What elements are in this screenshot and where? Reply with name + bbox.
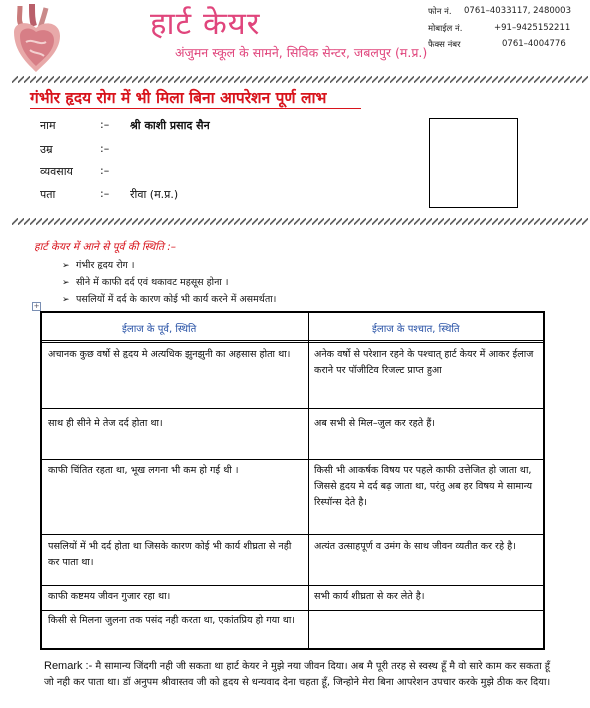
remark (44, 658, 554, 691)
field-separator: :– (100, 187, 110, 200)
field-address (40, 187, 390, 203)
contact-value: +91–9425152211 (494, 23, 571, 33)
table-cell: अत्यंत उत्साहपूर्ण व उमंग के साथ जीवन व्यतीत कर रहे है। (314, 541, 516, 552)
brand-title: हार्ट केयर (150, 6, 261, 42)
contact-value: 0761–4004776 (502, 39, 566, 49)
contact-label: मोबाईल नं. (428, 24, 463, 34)
field-separator: :– (100, 142, 110, 155)
field-label: व्यवसाय (40, 165, 73, 178)
field-separator: :– (100, 164, 110, 177)
table-row-divider (42, 534, 543, 535)
arrow-bullet-icon: ➢ (62, 295, 70, 303)
heart-anatomy-icon (6, 2, 68, 74)
prior-condition-item: ➢ गंभीर हृदय रोग । (62, 260, 135, 271)
table-row-divider (42, 610, 543, 611)
table-header-after: ईलाज के पश्चात, स्थिति (372, 324, 460, 335)
contact-mobile (428, 23, 588, 35)
table-cell: अनेक वर्षो से परेशान रहने के पश्चात् हार्ट केयर में आकर ईलाज कराने पर पॉजीटिव रिजल्ट प्राप्त हुआ (314, 349, 534, 376)
prior-condition-item: ➢ सीने में काफी दर्द एवं थकावट महसूस होना । (62, 277, 229, 288)
table-cell: काफी चिंतित रहता था, भूख लगना भी कम हो गई थी । (48, 465, 239, 476)
table-cell: अब सभी से मिल–जुल कर रहते हैं। (314, 418, 435, 429)
headline: गंभीर हृदय रोग में भी मिला बिना आपरेशन पूर्ण लाभ (30, 89, 327, 107)
table-cell: अचानक कुछ वर्षो से हृदय मे अत्यधिक झुनझुनी का अहसास होता था। (48, 349, 291, 360)
remark-label: Remark :- (44, 660, 93, 672)
field-age (40, 142, 390, 158)
photo-box (429, 118, 518, 208)
field-value: श्री काशी प्रसाद सैन (130, 119, 210, 132)
field-label: पता (40, 188, 56, 201)
table-cell: सभी कार्य शीघ्रता से कर लेते है। (314, 591, 425, 602)
arrow-bullet-icon: ➢ (62, 261, 70, 271)
divider-middle (12, 218, 588, 225)
table-row-divider (42, 408, 543, 409)
address: अंजुमन स्कूल के सामने, सिविक सेन्टर, जबलपुर (म.प्र.) (175, 45, 428, 60)
field-label: उम्र (40, 143, 53, 156)
table-cell: काफी कष्टमय जीवन गुजार रहा था। (48, 591, 171, 602)
field-label: नाम (40, 119, 56, 132)
prior-condition-item: ➢ पसलियों में दर्द के कारण कोई भी कार्य करने में असमर्थता। (62, 294, 277, 303)
contact-fax (428, 39, 588, 51)
table-cell: साथ ही सीने मे तेज दर्द होता था। (48, 418, 163, 429)
remark-text: मै सामान्य जिंदगी नही जी सकता था हार्ट केयर ने मुझे नया जीवन दिया। अब मै पूरी तरह से स्वस्थ हूँ मै वो सारे काम कर सकता हूँ जो नही कर पाता था। डॉ अनुपम श्रीवास्तव जी को हृदय से धन्यवाद देना चहता हूँ, जिन्होने मेरा बिना आपरेशन उपचार करके मुझे ठीक कर दिया। (44, 661, 551, 688)
field-occupation (40, 164, 390, 180)
field-name (40, 118, 390, 134)
divider-top (12, 76, 588, 83)
table-header-before: ईलाज के पूर्व, स्थिति (122, 324, 197, 335)
table-cell: किसी भी आकर्षक विषय पर पहले काफी उत्तेजित हो जाता था, जिससे हृदय मे दर्द बढ़ जाता था, परंतु अब हर विषय मे सामान्य रिस्पॉन्स देते है। (314, 465, 533, 508)
contact-phone (428, 6, 588, 18)
field-separator: :– (100, 118, 110, 131)
table-row-divider (42, 459, 543, 460)
contact-label: फैक्स नंबर (428, 40, 461, 50)
field-value: रीवा (म.प्र.) (130, 188, 179, 201)
table-column-divider (308, 313, 309, 648)
table-cell: किसी से मिलना जुलना तक पसंद नही करता था, एकांतप्रिय हो गया था। (48, 615, 295, 626)
table-cell: पसलियों में भी दर्द होता था जिसके कारण कोई भी कार्य शीघ्रता से नही कर पाता था। (48, 541, 292, 568)
contact-value: 0761–4033117, 2480003 (464, 6, 571, 16)
arrow-bullet-icon: ➢ (62, 278, 70, 288)
table-row-divider (42, 340, 543, 341)
table-row-divider (42, 342, 543, 343)
table-row-divider (42, 585, 543, 586)
table-move-handle-icon[interactable]: + (33, 302, 40, 310)
status-table (40, 311, 545, 650)
headline-underline (30, 108, 361, 109)
prior-condition-heading: हार्ट केयर में आने से पूर्व की स्थिति :– (34, 241, 177, 253)
contact-label: फोन नं. (428, 7, 452, 17)
